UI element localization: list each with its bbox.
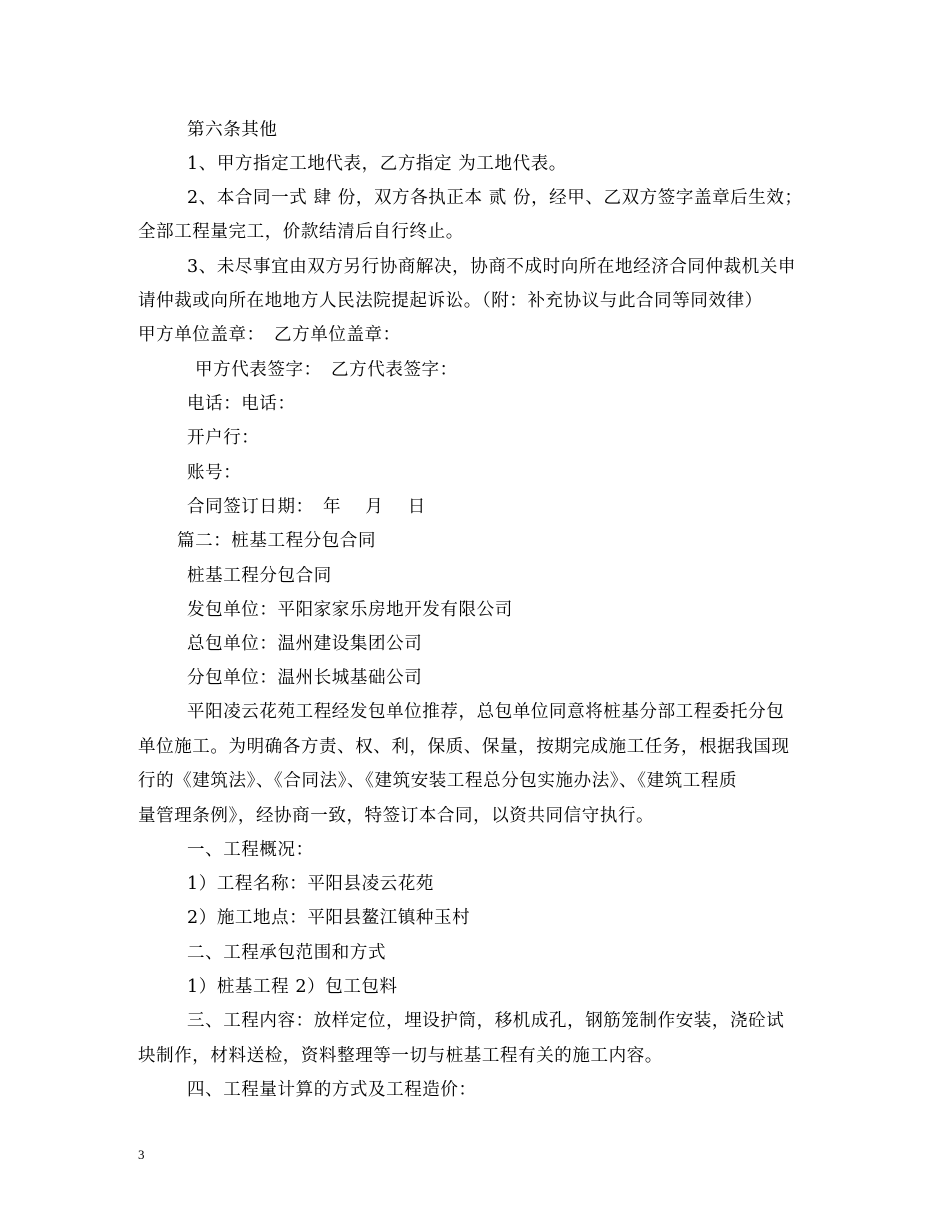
clause-3: 3、未尽事宜由双方另行协商解决，协商不成时向所在地经济合同仲裁机关申 bbox=[187, 257, 797, 277]
representative-signature-line: 甲方代表签字： 乙方代表签字： bbox=[195, 360, 458, 380]
section-heading-article-6: 第六条其他 bbox=[187, 120, 278, 140]
contract-title: 桩基工程分包合同 bbox=[187, 566, 332, 586]
subcontractor: 分包单位：温州长城基础公司 bbox=[187, 668, 423, 688]
section-2-heading: 二、工程承包范围和方式 bbox=[187, 943, 387, 963]
clause-2: 2、本合同一式 肆 份，双方各执正本 贰 份，经甲、乙双方签字盖章后生效； bbox=[187, 188, 803, 208]
preamble-line-4: 量管理条例》，经协商一致，特签订本合同，以资共同信守执行。 bbox=[138, 806, 655, 826]
section-1-heading: 一、工程概况： bbox=[187, 840, 314, 860]
section-3-line-1: 三、工程内容：放样定位，埋设护筒，移机成孔，钢筋笼制作安装，浇砼试 bbox=[187, 1011, 785, 1031]
section-4-heading: 四、工程量计算的方式及工程造价： bbox=[187, 1080, 477, 1100]
preamble-line-3: 行的《建筑法》、《合同法》、《建筑安装工程总分包实施办法》、《建筑工程质 bbox=[138, 771, 738, 791]
page-number: 3 bbox=[138, 1147, 145, 1162]
section-3-line-2: 块制作，材料送检，资料整理等一切与桩基工程有关的施工内容。 bbox=[138, 1046, 663, 1066]
party-seal-line: 甲方单位盖章： 乙方单位盖章： bbox=[138, 325, 401, 345]
bank-line: 开户行： bbox=[187, 428, 260, 448]
part-two-heading: 篇二：桩基工程分包合同 bbox=[177, 531, 377, 551]
phone-line: 电话：电话： bbox=[187, 394, 296, 414]
signing-date-line: 合同签订日期： 年 月 日 bbox=[187, 497, 426, 517]
preamble-line-2: 单位施工。为明确各方责、权、利，保质、保量，按期完成施工任务，根据我国现 bbox=[138, 737, 790, 757]
project-name: 1）工程名称：平阳县凌云花苑 bbox=[187, 874, 435, 894]
project-location: 2）施工地点：平阳县鳌江镇种玉村 bbox=[187, 908, 471, 928]
clause-1: 1、甲方指定工地代表，乙方指定 为工地代表。 bbox=[187, 154, 567, 174]
clause-3-continued: 请仲裁或向所在地地方人民法院提起诉讼。（附：补充协议与此合同等同效律） bbox=[138, 291, 763, 311]
clause-2-continued: 全部工程量完工，价款结清后自行终止。 bbox=[138, 222, 464, 242]
preamble-line-1: 平阳凌云花苑工程经发包单位推荐，总包单位同意将桩基分部工程委托分包 bbox=[187, 702, 785, 722]
contracting-party: 发包单位：平阳家家乐房地开发有限公司 bbox=[187, 600, 513, 620]
scope-items: 1）桩基工程 2）包工包料 bbox=[187, 977, 398, 997]
account-line: 账号： bbox=[187, 463, 242, 483]
general-contractor: 总包单位：温州建设集团公司 bbox=[187, 634, 423, 654]
